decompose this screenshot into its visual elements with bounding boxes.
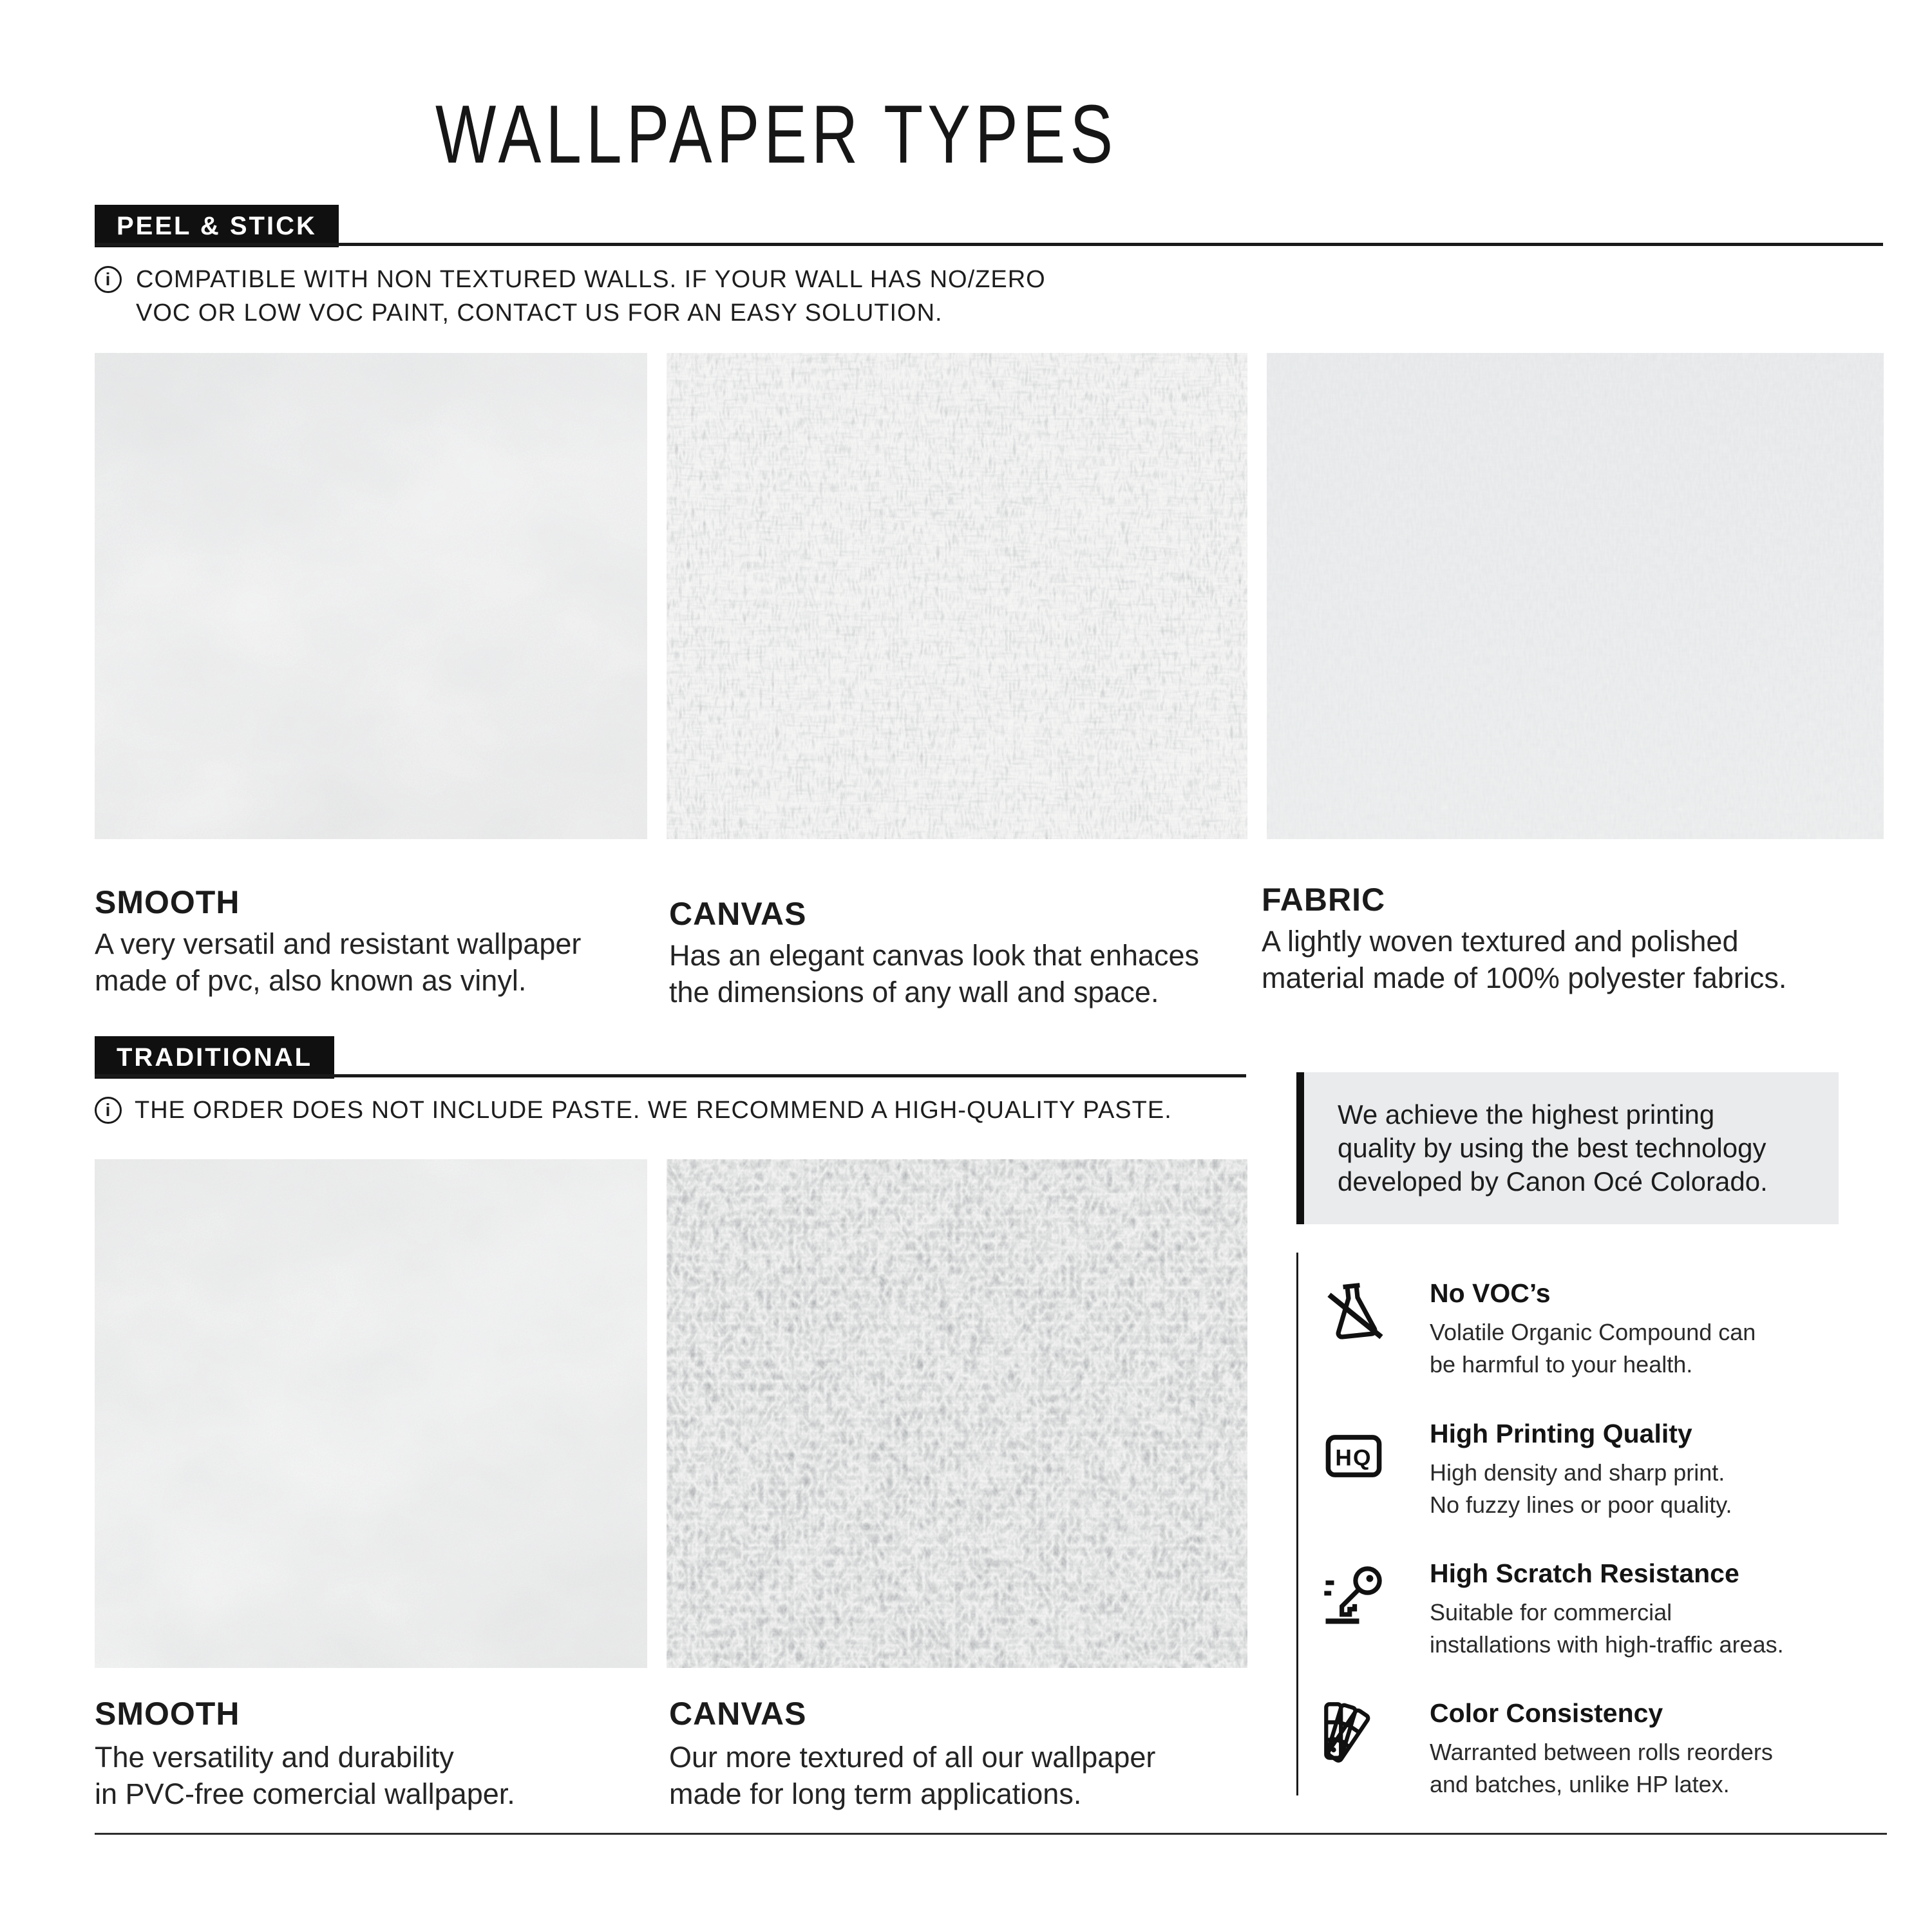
- desc-line: in PVC-free comercial wallpaper.: [95, 1777, 515, 1810]
- desc-line: made for long term applications.: [669, 1777, 1082, 1810]
- swatch-image-smooth-peel-stick: [95, 353, 647, 839]
- feature-desc: [1430, 1596, 1888, 1661]
- quality-note-line: developed by Canon Océ Colorado.: [1338, 1166, 1768, 1197]
- feature-title: High Scratch Resistance: [1430, 1558, 1739, 1588]
- feature-desc: [1430, 1457, 1888, 1521]
- swatch-label-fabric-ps: FABRIC: [1262, 882, 1386, 918]
- color-swatches-icon: [1321, 1700, 1386, 1767]
- swatch-label-smooth-trad: SMOOTH: [95, 1696, 240, 1732]
- page-title: WALLPAPER TYPES: [435, 88, 1118, 181]
- no-voc-flask-icon: [1321, 1280, 1388, 1350]
- canvas-texture: [667, 1159, 1247, 1668]
- feature-item-no-voc: [1321, 1278, 1888, 1381]
- desc-line: be harmful to your health.: [1430, 1351, 1693, 1378]
- swatch-label-smooth-ps: SMOOTH: [95, 884, 240, 920]
- desc-line: No fuzzy lines or poor quality.: [1430, 1492, 1732, 1518]
- info-icon: i: [95, 266, 122, 293]
- peel-stick-divider-line: [95, 243, 1883, 246]
- swatch-label-canvas-ps: CANVAS: [669, 896, 807, 932]
- desc-line: A lightly woven textured and polished: [1262, 925, 1739, 958]
- swatch-desc-smooth-trad: [95, 1739, 515, 1812]
- desc-line: installations with high-traffic areas.: [1430, 1631, 1784, 1658]
- hq-badge-icon: [1321, 1424, 1386, 1492]
- peel-stick-note: [95, 263, 1046, 330]
- footer-line: [95, 1833, 1887, 1835]
- traditional-divider-line: [95, 1074, 1246, 1077]
- section-badge-traditional: TRADITIONAL: [95, 1036, 334, 1079]
- feature-title: High Printing Quality: [1430, 1419, 1692, 1448]
- key-scratch-icon: [1321, 1560, 1388, 1630]
- traditional-note: [95, 1094, 1172, 1127]
- desc-line: material made of 100% polyester fabrics.: [1262, 961, 1787, 994]
- desc-line: Volatile Organic Compound can: [1430, 1319, 1756, 1345]
- quality-note-line: We achieve the highest printing: [1338, 1099, 1715, 1130]
- fabric-texture: [1267, 353, 1884, 839]
- quality-note-line: quality by using the best technology: [1338, 1133, 1766, 1163]
- smooth-texture: [95, 353, 647, 839]
- swatch-image-canvas-traditional: [667, 1159, 1247, 1668]
- feature-item-high-printing-quality: [1321, 1419, 1888, 1521]
- feature-divider-line: [1296, 1253, 1298, 1795]
- desc-line: High density and sharp print.: [1430, 1459, 1725, 1486]
- swatch-desc-smooth-ps: [95, 925, 581, 999]
- desc-line: Suitable for commercial: [1430, 1599, 1672, 1625]
- smooth-texture: [95, 1159, 647, 1668]
- feature-item-color-consistency: [1321, 1698, 1888, 1801]
- feature-item-high-scratch-resistance: [1321, 1558, 1888, 1661]
- peel-stick-note-line2: VOC OR LOW VOC PAINT, CONTACT US FOR AN EASY SOLUTION.: [136, 299, 943, 327]
- feature-desc: [1430, 1316, 1888, 1381]
- feature-title: Color Consistency: [1430, 1698, 1663, 1728]
- desc-line: The versatility and durability: [95, 1741, 454, 1774]
- traditional-note-text: THE ORDER DOES NOT INCLUDE PASTE. WE RECOMMEND A HIGH-QUALITY PASTE.: [135, 1097, 1172, 1124]
- feature-desc: [1430, 1736, 1888, 1801]
- swatch-image-fabric-peel-stick: [1267, 353, 1884, 839]
- canvas-texture: [667, 353, 1247, 839]
- desc-line: Warranted between rolls reorders: [1430, 1739, 1773, 1765]
- swatch-desc-canvas-trad: [669, 1739, 1155, 1812]
- section-badge-peel-stick: PEEL & STICK: [95, 205, 339, 247]
- desc-line: Our more textured of all our wallpaper: [669, 1741, 1156, 1774]
- swatch-label-canvas-trad: CANVAS: [669, 1696, 807, 1732]
- desc-line: and batches, unlike HP latex.: [1430, 1771, 1730, 1797]
- swatch-desc-canvas-ps: [669, 937, 1199, 1010]
- peel-stick-note-line1: COMPATIBLE WITH NON TEXTURED WALLS. IF YOUR WALL HAS NO/ZERO: [136, 266, 1046, 293]
- desc-line: Has an elegant canvas look that enhaces: [669, 939, 1200, 972]
- swatch-image-smooth-traditional: [95, 1159, 647, 1668]
- feature-title: No VOC’s: [1430, 1278, 1551, 1308]
- desc-line: made of pvc, also known as vinyl.: [95, 964, 527, 997]
- quality-note-box: [1296, 1072, 1839, 1224]
- swatch-image-canvas-peel-stick: [667, 353, 1247, 839]
- hq-letters: HQ: [1335, 1444, 1372, 1471]
- swatch-desc-fabric-ps: [1262, 923, 1786, 996]
- desc-line: A very versatil and resistant wallpaper: [95, 927, 582, 960]
- info-icon: i: [95, 1097, 122, 1124]
- desc-line: the dimensions of any wall and space.: [669, 976, 1159, 1009]
